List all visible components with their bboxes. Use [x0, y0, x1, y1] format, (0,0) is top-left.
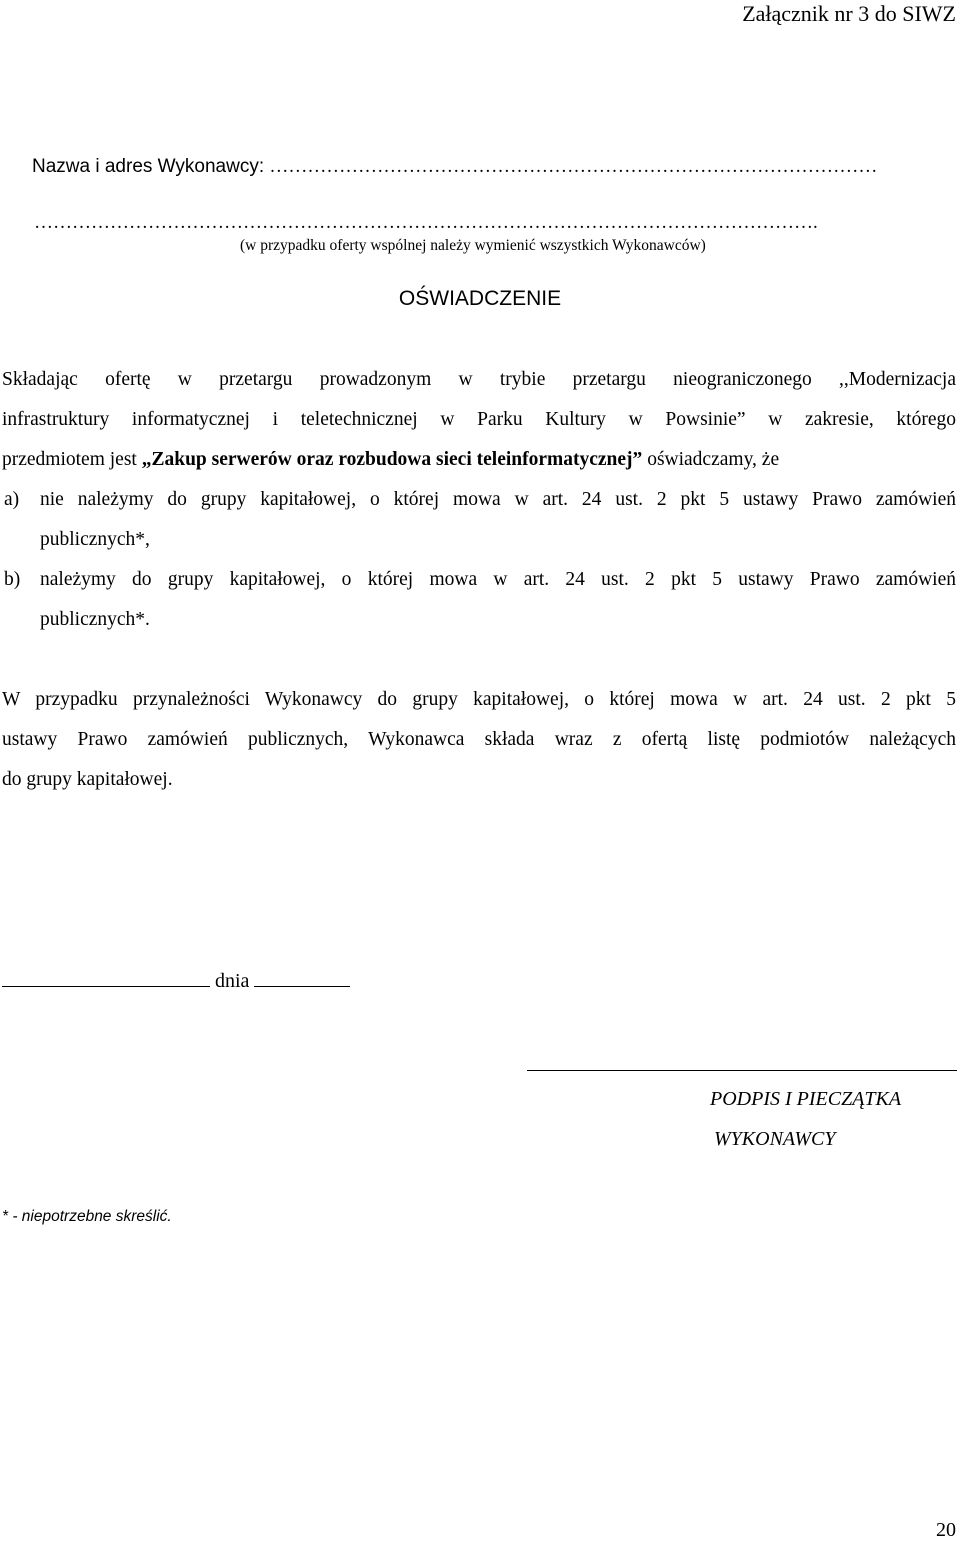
place-date-row [2, 964, 350, 997]
footnote: * - niepotrzebne skreślić. [2, 1208, 172, 1225]
document-title: OŚWIADCZENIE [398, 287, 562, 310]
option-b-marker: b) [4, 569, 21, 590]
place-blank[interactable] [2, 964, 210, 987]
option-a-line-1: nie należymy do grupy kapitałowej, o której mowa w art. 24 ust. 2 pkt 5 ustawy Prawo zamówień [40, 489, 956, 510]
capital-group-line-2: ustawy Prawo zamówień publicznych, Wykonawca składa wraz z ofertą listę podmiotów należących [2, 729, 956, 750]
contract-subject: „Zakup serwerów oraz rozbudowa sieci teleinformatycznej” [141, 449, 643, 470]
option-a [2, 480, 956, 560]
capital-group-line-3: do grupy kapitałowej. [2, 769, 173, 790]
capital-group-paragraph [2, 680, 956, 800]
option-a-line-2: publicznych*, [40, 529, 150, 550]
intro-line-3 [2, 440, 956, 480]
contractor-label: Nazwa i adres Wykonawcy: [32, 156, 270, 177]
joint-offer-note: (w przypadku oferty wspólnej należy wymienić wszystkich Wykonawców) [240, 237, 706, 254]
option-a-marker: a) [4, 489, 20, 510]
date-blank[interactable] [254, 964, 350, 987]
intro-line-2: infrastruktury informatycznej i teletechnicznej w Parku Kultury w Powsinie” w zakresie, którego [2, 409, 956, 430]
annex-title: Załącznik nr 3 do SIWZ [742, 1, 956, 26]
intro-line-1: Składając ofertę w przetargu prowadzonym w trybie przetargu nieograniczonego ,,Modernizacja [2, 369, 956, 390]
intro-line-3-end: oświadczamy, że [642, 449, 780, 470]
signature-line[interactable] [527, 1070, 957, 1071]
option-b [2, 560, 956, 640]
intro-line-3-start: przedmiotem jest [2, 449, 142, 470]
option-b-line-2: publicznych*. [40, 609, 150, 630]
signature-label-line-2: WYKONAWCY [714, 1128, 836, 1150]
capital-group-line-1: W przypadku przynależności Wykonawcy do grupy kapitałowej, o której mowa w art. 24 ust. 2 pkt 5 [2, 689, 956, 710]
signature-label-line-1: PODPIS I PIECZĄTKA [710, 1088, 902, 1110]
page-number: 20 [936, 1519, 956, 1541]
option-b-line-1: należymy do grupy kapitałowej, o której mowa w art. 24 ust. 2 pkt 5 ustawy Prawo zamówień [40, 569, 956, 590]
contractor-name-address [32, 153, 877, 181]
intro-paragraph [2, 360, 956, 480]
date-label: dnia [215, 970, 250, 992]
declaration-options [2, 480, 956, 640]
contractor-dots-line-1: …………………………………………………………………………………… [269, 156, 878, 177]
contractor-dots-line-2: ……………………………………………………………………………………………………………. [34, 213, 818, 233]
